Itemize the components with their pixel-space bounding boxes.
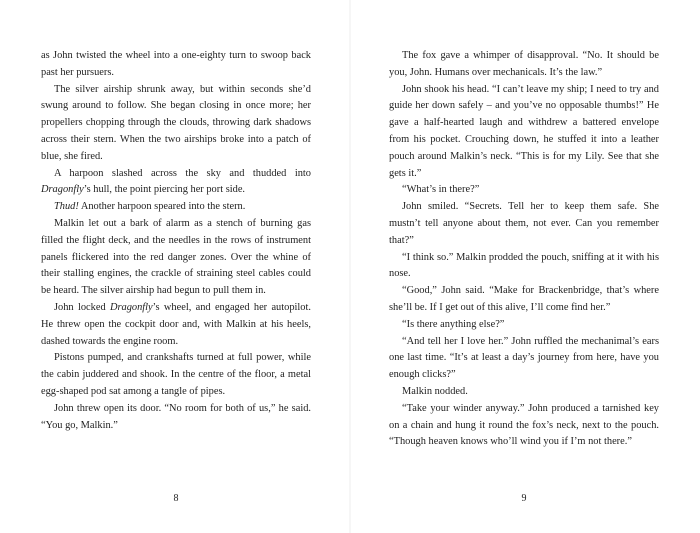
text-run: as John twisted the wheel into a one-eighty turn to swoop back past her pursuers. (41, 50, 311, 78)
paragraph (389, 182, 659, 199)
paragraph (41, 82, 311, 166)
paragraph (41, 401, 311, 435)
paragraph (389, 317, 659, 334)
paragraph (41, 300, 311, 350)
text-run: “What’s in there?” (402, 184, 480, 196)
paragraph (41, 48, 311, 82)
italic-text: Dragonfly (109, 301, 153, 313)
text-run: The silver airship shrunk away, but within seconds she’d swung around to follow. She began closing in once more; her propellers chopping through the clouds, throwing dark shadows across their stern. When the two airships broke into a patch of blue, she fired. (41, 83, 311, 162)
text-run: “Good,” John said. “Make for Brackenbridge, that’s where she’ll be. If I get out of this alive, I’ll come find her.” (389, 285, 659, 313)
paragraph (389, 384, 659, 401)
text-run: Malkin nodded. (402, 385, 468, 397)
book-gutter (349, 0, 351, 533)
left-page-text (41, 48, 311, 434)
left-page-number: 8 (173, 493, 179, 504)
text-run: “I think so.” Malkin prodded the pouch, sniffing at it with his nose. (389, 251, 659, 280)
text-run: John locked (54, 301, 110, 313)
text-run: “Is there anything else?” (402, 318, 505, 330)
text-run: Pistons pumped, and crankshafts turned at full power, while the cabin juddered and shook. In the centre of the floor, a metal egg-shaped pod sat among a tangle of pipes. (41, 352, 311, 397)
paragraph (389, 199, 659, 249)
right-page-number: 9 (521, 493, 527, 504)
paragraph (389, 250, 659, 284)
paragraph (389, 283, 659, 317)
text-run: John shook his head. “I can’t leave my ship; I need to try and guide her down safely – and you’ve no opposable thumbs!” He gave a half-hearted laugh and withdrew a battered envelope from his pocket. Crouching down, he stuffed it into a leather pouch around Malkin’s neck. “This is for my Lily. See that she gets it.” (389, 83, 659, 179)
paragraph (389, 334, 659, 384)
italic-text: Dragonfly (41, 184, 84, 196)
text-run: A harpoon slashed across the sky and thudded into (54, 167, 311, 179)
paragraph (389, 82, 659, 183)
text-run: Another harpoon speared into the stern. (78, 201, 246, 213)
paragraph (41, 216, 311, 300)
text-run: John smiled. “Secrets. Tell her to keep them safe. She mustn’t tell anyone about them, not ever. Can you remember that?” (389, 201, 659, 246)
paragraph (41, 166, 311, 200)
text-run: John threw open its door. “No room for both of us,” he said. “You go, Malkin.” (41, 402, 311, 431)
paragraph (41, 199, 311, 216)
text-run: The fox gave a whimper of disapproval. “No. It should be you, John. Humans over mechanicals. It’s the law.” (389, 50, 659, 78)
italic-text: Thud! (54, 201, 79, 213)
text-run: “Take your winder anyway.” John produced a tarnished key on a chain and hung it round the fox’s neck, next to the pouch. “Though heaven knows who’ll wind you if I’m not there.” (389, 402, 659, 448)
paragraph (41, 350, 311, 400)
text-run: Malkin let out a bark of alarm as a stench of burning gas filled the flight deck, and the needles in the rows of instrument panels flickered into the red danger zones. Over the whine of their stalling engines, the crackle of straining steel cables could be heard. The silver airship had begun to pull them in. (41, 217, 311, 297)
paragraph (389, 401, 659, 451)
text-run: ’s hull, the point piercing her port side. (83, 184, 246, 196)
paragraph (389, 48, 659, 82)
text-run: “And tell her I love her.” John ruffled the mechanimal’s ears one last time. “It’s at least a day’s journey from here, have you enough clicks?” (389, 335, 659, 381)
right-page-text (389, 48, 659, 451)
text-run: ’s wheel, and engaged her autopilot. He threw open the cockpit door and, with Malkin at his heels, dashed towards the engine room. (41, 301, 311, 347)
